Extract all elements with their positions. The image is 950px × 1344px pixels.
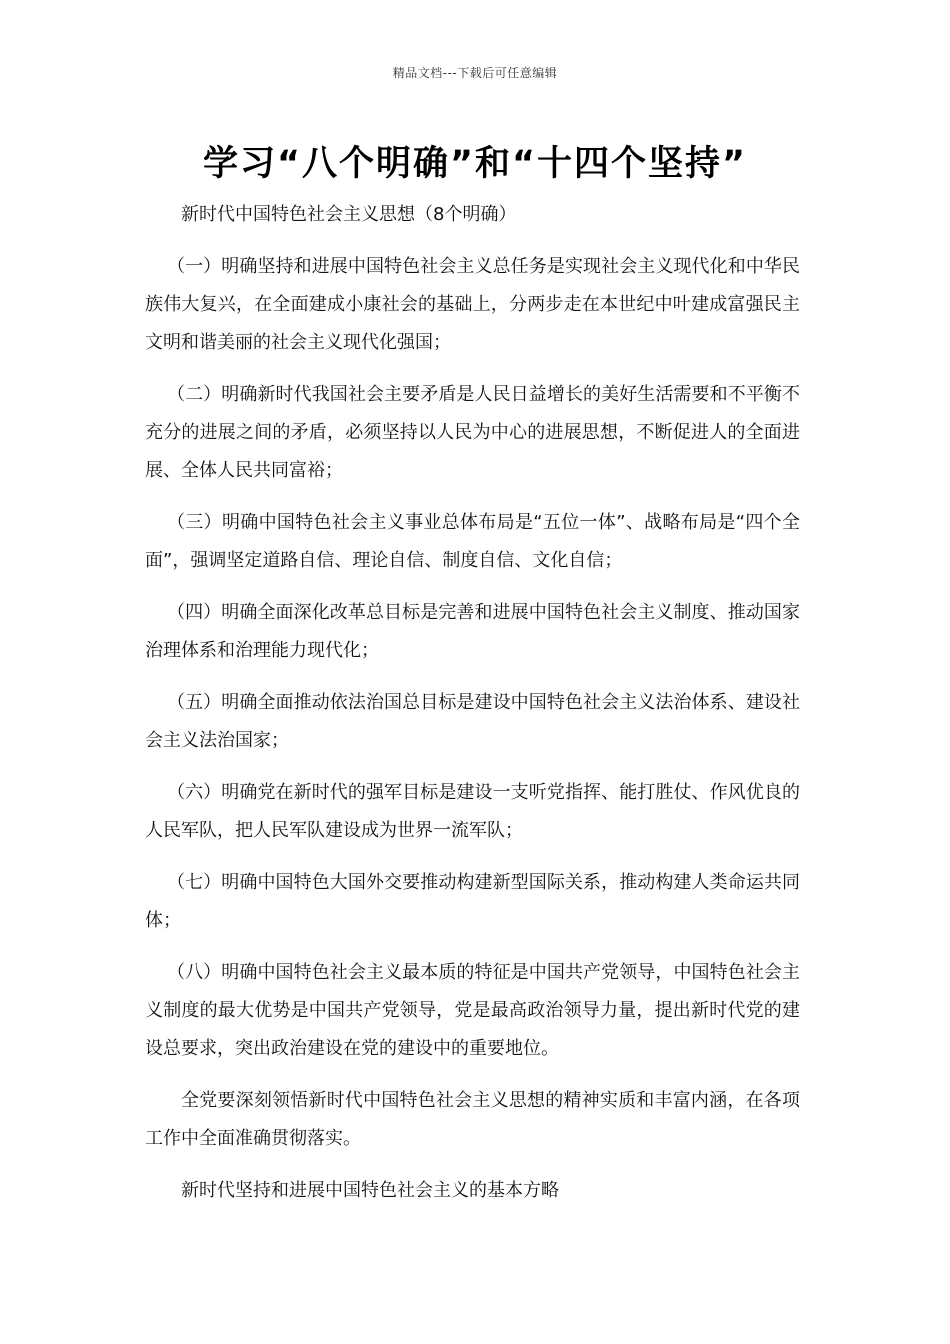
next-section-heading: 新时代坚持和进展中国特色社会主义的基本方略 [181, 1180, 559, 1201]
list-item: （八）明确中国特色社会主义最本质的特征是中国共产党领导，中国特色社会主义制度的最大优势是中国共产党领导，党是最高政治领导力量，提出新时代党的建设总要求，突出政治建设在党的建设中的重要地位。 [145, 962, 800, 1059]
section-subtitle: 新时代中国特色社会主义思想（8个明确） [181, 204, 517, 225]
closing-paragraph: 全党要深刻领悟新时代中国特色社会主义思想的精神实质和丰富内涵，在各项工作中全面准确贯彻落实。 [145, 1090, 800, 1149]
list-item: （五）明确全面推动依法治国总目标是建设中国特色社会主义法治体系、建设社会主义法治国家； [145, 692, 800, 751]
list-item: （二）明确新时代我国社会主要矛盾是人民日益增长的美好生活需要和不平衡不充分的进展之间的矛盾，必须坚持以人民为中心的进展思想，不断促进人的全面进展、全体人民共同富裕； [145, 384, 800, 481]
document-title: 学习“八个明确”和“十四个坚持” [202, 144, 747, 184]
list-item: （四）明确全面深化改革总目标是完善和进展中国特色社会主义制度、推动国家治理体系和治理能力现代化； [145, 602, 800, 661]
list-item: （一）明确坚持和进展中国特色社会主义总任务是实现社会主义现代化和中华民族伟大复兴，在全面建成小康社会的基础上，分两步走在本世纪中叶建成富强民主文明和谐美丽的社会主义现代化强国； [145, 256, 800, 353]
list-item: （三）明确中国特色社会主义事业总体布局是“五位一体”、战略布局是“四个全面”，强调坚定道路自信、理论自信、制度自信、文化自信； [145, 512, 800, 571]
list-item: （七）明确中国特色大国外交要推动构建新型国际关系，推动构建人类命运共同体； [145, 872, 800, 931]
document-body [145, 196, 800, 1224]
header-note: 精品文档---下载后可任意编辑 [392, 66, 558, 80]
list-item: （六）明确党在新时代的强军目标是建设一支听党指挥、能打胜仗、作风优良的人民军队，把人民军队建设成为世界一流军队； [145, 782, 800, 841]
